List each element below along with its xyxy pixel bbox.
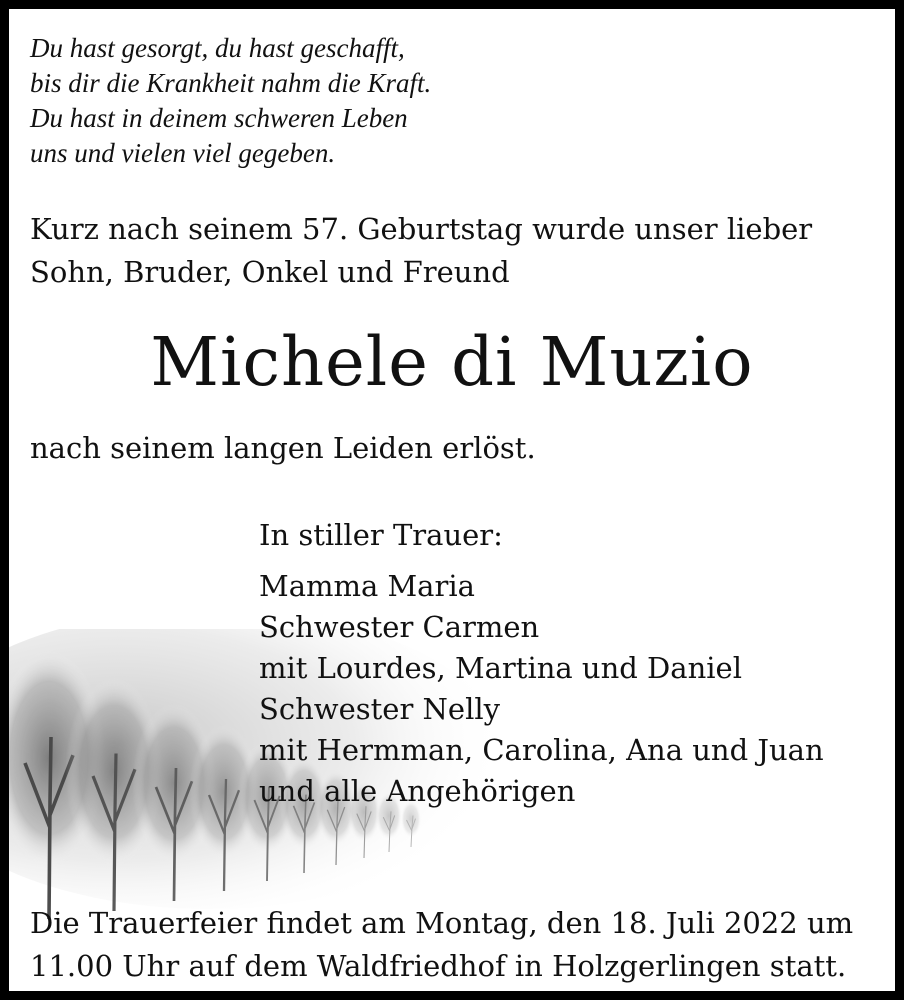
intro-line: Sohn, Bruder, Onkel und Freund (30, 255, 510, 289)
mourner-line: Schwester Nelly (259, 692, 501, 726)
poem-line: Du hast in deinem schweren Leben (30, 103, 408, 133)
mourner-line: mit Lourdes, Martina und Daniel (259, 651, 742, 685)
mourners-list (259, 515, 824, 812)
released-text: nach seinem langen Leiden erlöst. (30, 431, 536, 465)
mourner-line: und alle Angehörigen (259, 774, 576, 808)
deceased-name: Michele di Muzio (150, 323, 754, 401)
mourner-line: mit Hermman, Carolina, Ana und Juan (259, 733, 824, 767)
funeral-service-info (30, 902, 853, 988)
service-line: 11.00 Uhr auf dem Waldfriedhof in Holzgerlingen statt. (30, 949, 847, 983)
poem-line: Du hast gesorgt, du hast geschafft, (30, 33, 405, 63)
poem-line: uns und vielen viel gegeben. (30, 138, 336, 168)
intro-text (30, 208, 812, 294)
intro-line: Kurz nach seinem 57. Geburtstag wurde unser lieber (30, 212, 813, 246)
mourner-line: Schwester Carmen (259, 610, 540, 644)
mourners-heading: In stiller Trauer: (259, 518, 503, 552)
poem-line: bis dir die Krankheit nahm die Kraft. (30, 68, 432, 98)
mourner-line: Mamma Maria (259, 569, 475, 603)
service-line: Die Trauerfeier findet am Montag, den 18. Juli 2022 um (30, 906, 854, 940)
poem (30, 31, 431, 171)
